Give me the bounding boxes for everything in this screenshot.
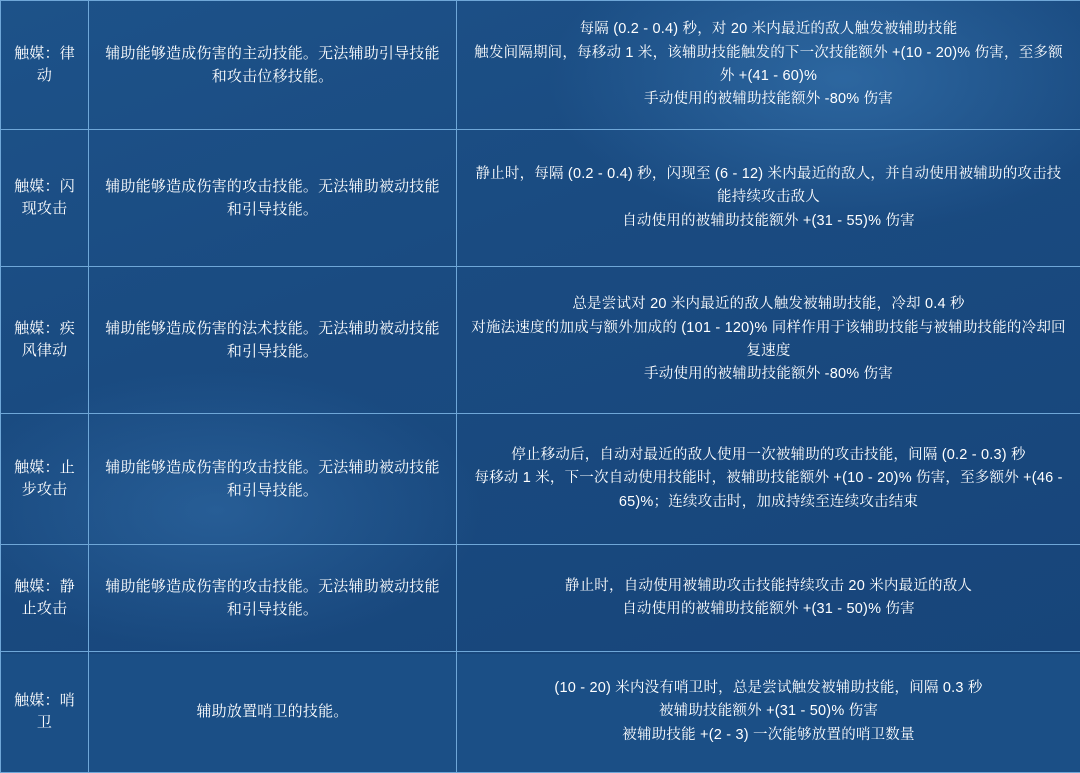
effect-line: 被辅助技能 +(2 - 3) 一次能够放置的哨卫数量 — [469, 724, 1068, 747]
skill-name: 触媒：止步攻击 — [1, 414, 89, 545]
skill-description: 辅助能够造成伤害的攻击技能。无法辅助被动技能和引导技能。 — [89, 130, 457, 267]
table-row — [1, 130, 1080, 267]
table-row — [1, 652, 1080, 773]
effect-line: (10 - 20) 米内没有哨卫时，总是尝试触发被辅助技能，间隔 0.3 秒 — [469, 677, 1068, 700]
skill-effects — [457, 130, 1080, 267]
effect-line: 触发间隔期间，每移动 1 米，该辅助技能触发的下一次技能额外 +(10 - 20)% 伤害，至多额外 +(41 - 60)% — [469, 42, 1068, 89]
skill-description: 辅助能够造成伤害的攻击技能。无法辅助被动技能和引导技能。 — [89, 545, 457, 652]
table-row — [1, 545, 1080, 652]
effect-line: 自动使用的被辅助技能额外 +(31 - 50)% 伤害 — [469, 598, 1068, 621]
effect-line: 静止时，每隔 (0.2 - 0.4) 秒，闪现至 (6 - 12) 米内最近的敌人，并自动使用被辅助的攻击技能持续攻击敌人 — [469, 163, 1068, 210]
skill-effects — [457, 545, 1080, 652]
effect-line: 被辅助技能额外 +(31 - 50)% 伤害 — [469, 700, 1068, 723]
skill-effects — [457, 267, 1080, 414]
effect-line: 每移动 1 米，下一次自动使用技能时，被辅助技能额外 +(10 - 20)% 伤害，至多额外 +(46 - 65)%；连续攻击时，加成持续至连续攻击结束 — [469, 467, 1068, 514]
table-row — [1, 267, 1080, 414]
skill-name: 触媒：哨卫 — [1, 652, 89, 773]
effect-line: 自动使用的被辅助技能额外 +(31 - 55)% 伤害 — [469, 210, 1068, 233]
effect-line: 总是尝试对 20 米内最近的敌人触发被辅助技能，冷却 0.4 秒 — [469, 293, 1068, 316]
skill-effects — [457, 652, 1080, 773]
table-body — [1, 1, 1080, 773]
skill-effects — [457, 1, 1080, 130]
skill-name: 触媒：闪现攻击 — [1, 130, 89, 267]
skill-name: 触媒：静止攻击 — [1, 545, 89, 652]
effect-line: 对施法速度的加成与额外加成的 (101 - 120)% 同样作用于该辅助技能与被辅助技能的冷却回复速度 — [469, 317, 1068, 364]
effect-line: 停止移动后，自动对最近的敌人使用一次被辅助的攻击技能，间隔 (0.2 - 0.3) 秒 — [469, 444, 1068, 467]
skill-effects — [457, 414, 1080, 545]
skill-description: 辅助能够造成伤害的法术技能。无法辅助被动技能和引导技能。 — [89, 267, 457, 414]
table-row — [1, 414, 1080, 545]
effect-line: 静止时，自动使用被辅助攻击技能持续攻击 20 米内最近的敌人 — [469, 575, 1068, 598]
skill-description: 辅助能够造成伤害的主动技能。无法辅助引导技能和攻击位移技能。 — [89, 1, 457, 130]
effect-line: 手动使用的被辅助技能额外 -80% 伤害 — [469, 363, 1068, 386]
skill-description: 辅助放置哨卫的技能。 — [89, 652, 457, 773]
effect-line: 每隔 (0.2 - 0.4) 秒，对 20 米内最近的敌人触发被辅助技能 — [469, 18, 1068, 41]
skill-name: 触媒：疾风律动 — [1, 267, 89, 414]
effect-line: 手动使用的被辅助技能额外 -80% 伤害 — [469, 88, 1068, 111]
skill-name: 触媒：律动 — [1, 1, 89, 130]
table-row — [1, 1, 1080, 130]
skill-description: 辅助能够造成伤害的攻击技能。无法辅助被动技能和引导技能。 — [89, 414, 457, 545]
